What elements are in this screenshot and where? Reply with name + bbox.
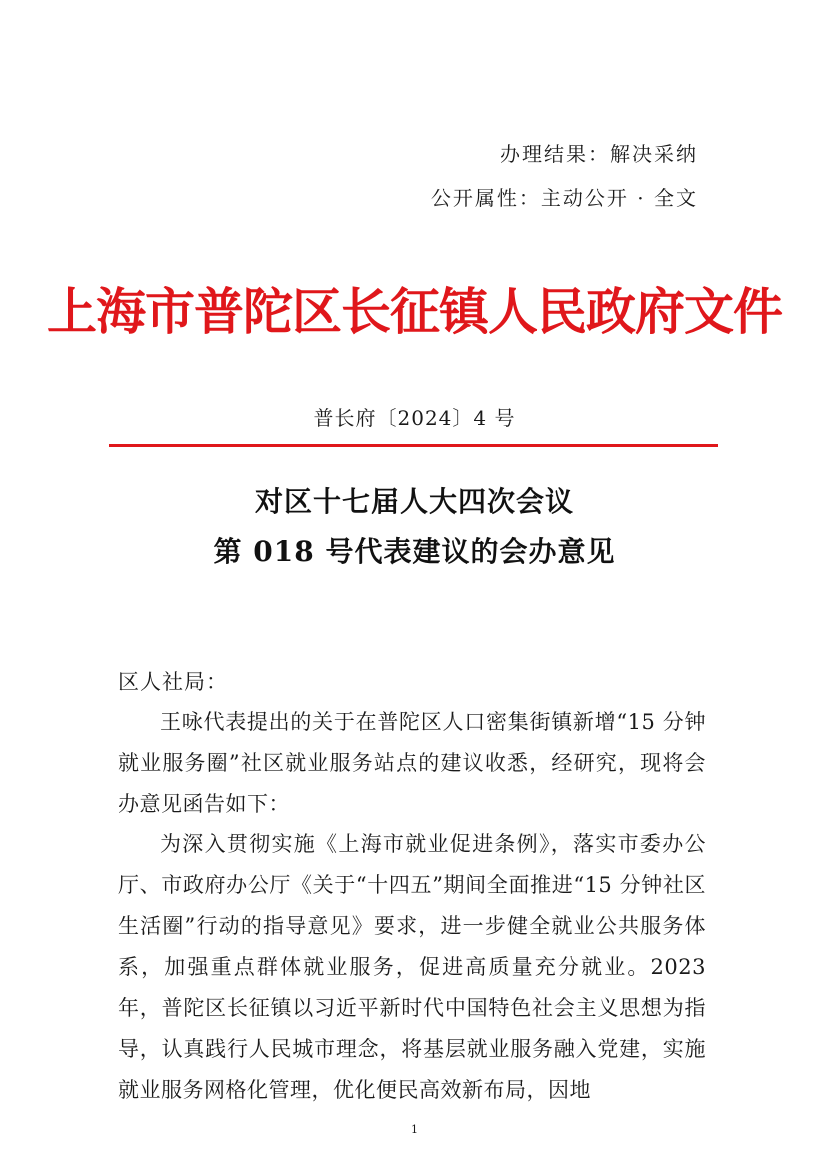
salutation: 区人社局： — [118, 670, 228, 694]
page-number: 1 — [411, 1123, 418, 1136]
issuer-header: 上海市普陀区长征镇人民政府文件 — [47, 282, 782, 341]
body-paragraph: 王咏代表提出的关于在普陀区人口密集街镇新增“15 分钟就业服务圈”社区就业服务站点的建议收悉，经研究，现将会办意见函告如下： — [118, 710, 706, 816]
document-title-line-2: 第 018 号代表建议的会办意见 — [213, 535, 616, 568]
body-paragraph: 为深入贯彻实施《上海市就业促进条例》，落实市委办公厅、市政府办公厅《关于“十四五”期间全面推进“15 分钟社区生活圈”行动的指导意见》要求，进一步健全就业公共服务体系，加强重点群体就业服务，促进高质量充分就业。2023 年，普陀区长征镇以习近平新时代中国特色社会主义思想为指导，认真践行人民城市理念，将基层就业服务融入党建，实施就业服务网格化管理，优化便民高效新布局，因地 — [118, 832, 706, 1102]
handling-result: 办理结果：解决采纳 — [500, 142, 698, 166]
document-number: 普长府〔2024〕4 号 — [313, 406, 516, 430]
disclosure-attribute: 公开属性：主动公开 · 全文 — [430, 186, 698, 210]
document-title-line-1: 对区十七届人大四次会议 — [254, 485, 574, 518]
red-divider-line — [109, 444, 718, 447]
